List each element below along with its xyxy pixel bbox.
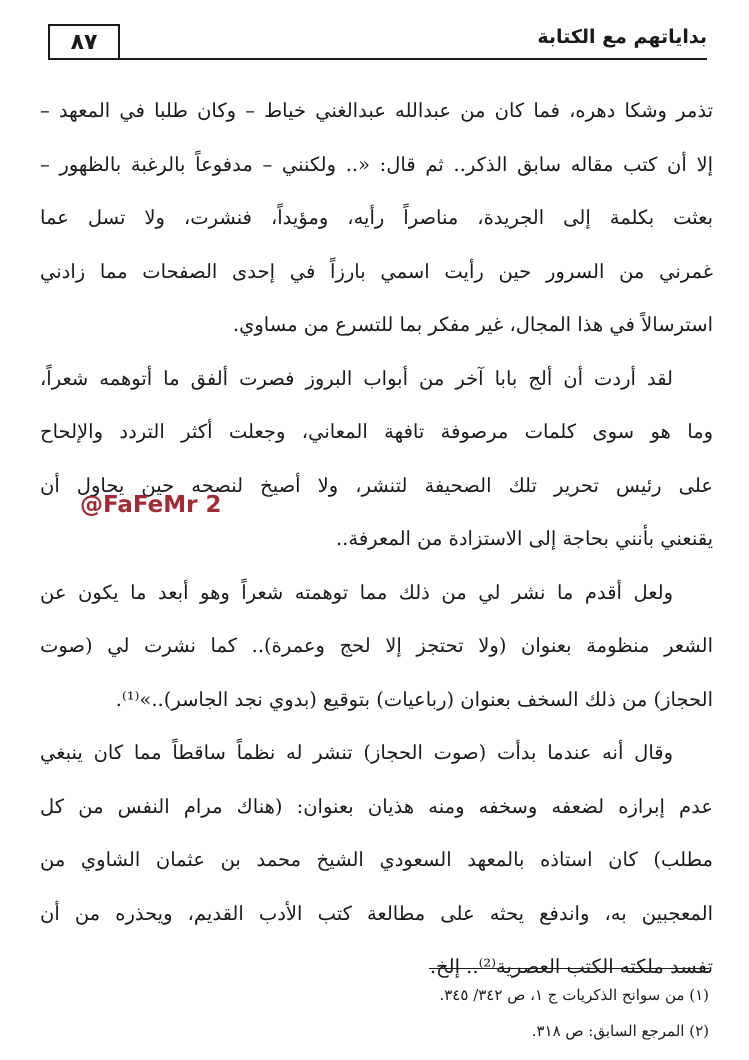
text-line: بعثت بكلمة إلى الجريدة، مناصراً رأيه، ومؤيداً، فنشرت، ولا تسل عما <box>40 206 713 229</box>
watermark-handle: @FaFeMr 2 <box>80 492 222 518</box>
text-line: استرسالاً في هذا المجال، غير مفكر بما للتسرع من مساوي. <box>232 313 713 336</box>
running-title: بداياتهم مع الكتابة <box>537 26 707 48</box>
text-line: وما هو سوى كلمات مرصوفة تافهة المعاني، وجعلت أكثر التردد والإلحاح <box>40 420 713 443</box>
text-line: وقال أنه عندما بدأت (صوت الحجاز) تنشر له نظماً ساقطاً مما كان ينبغي <box>40 741 673 764</box>
body-text <box>40 86 713 996</box>
page-number: ٨٧ <box>48 24 120 58</box>
header-rule <box>48 58 707 60</box>
footnote-1: (١) من سوانح الذكريات ج ١، ص ٣٤٢/ ٣٤٥. <box>439 986 709 1004</box>
text-line: ولعل أقدم ما نشر لي من ذلك مما توهمته شعراً وهو أبعد ما يكون عن <box>40 580 673 604</box>
text-line: عدم إبرازه لضعفه وسخفه ومنه هذيان بعنوان: (هناك مرام النفس من كل <box>40 794 713 818</box>
text-line: مطلب) كان استاذه بالمعهد السعودي الشيخ محمد بن عثمان الشاوي من <box>40 848 713 871</box>
text-line: الشعر منظومة بعنوان (ولا تحتجز إلا لحج وعمرة).. كما نشرت لي (صوت <box>40 634 713 657</box>
text-line: على رئيس تحرير تلك الصحيفة لتنشر، ولا أصيخ لنصحه حين يحاول أن <box>40 473 713 497</box>
text-line: يقنعني بأنني بحاجة إلى الاستزادة من المعرفة.. <box>335 527 713 550</box>
text-line: لقد أردت أن ألج بابا آخر من أبواب البروز فصرت ألفق ما أتوهمه شعراً، <box>40 366 673 390</box>
text-line: الحجاز) من ذلك السخف بعنوان (رباعيات) بتوقيع (بدوي نجد الجاسر)..»⁽¹⁾. <box>115 687 713 711</box>
text-line: إلا أن كتب مقاله سابق الذكر.. ثم قال: «.. ولكنني – مدفوعاً بالرغبة بالظهور – <box>40 152 713 176</box>
page-header <box>48 20 707 68</box>
footnote-rule <box>429 968 709 969</box>
text-line: تفسد ملكته الكتب العصرية⁽²⁾.. إلخ. <box>429 955 713 978</box>
text-line: غمرني من السرور حين رأيت اسمي بارزاً في إحدى الصفحات مما زادني <box>40 259 713 283</box>
text-line: المعجبين به، واندفع يحثه على مطالعة كتب الأدب القديم، ويحذره من أن <box>40 901 713 925</box>
footnote-2: (٢) المرجع السابق: ص ٣١٨. <box>531 1022 709 1040</box>
text-line: تذمر وشكا دهره، فما كان من عبدالله عبدالغني خياط – وكان طلبا في المعهد – <box>40 99 713 122</box>
